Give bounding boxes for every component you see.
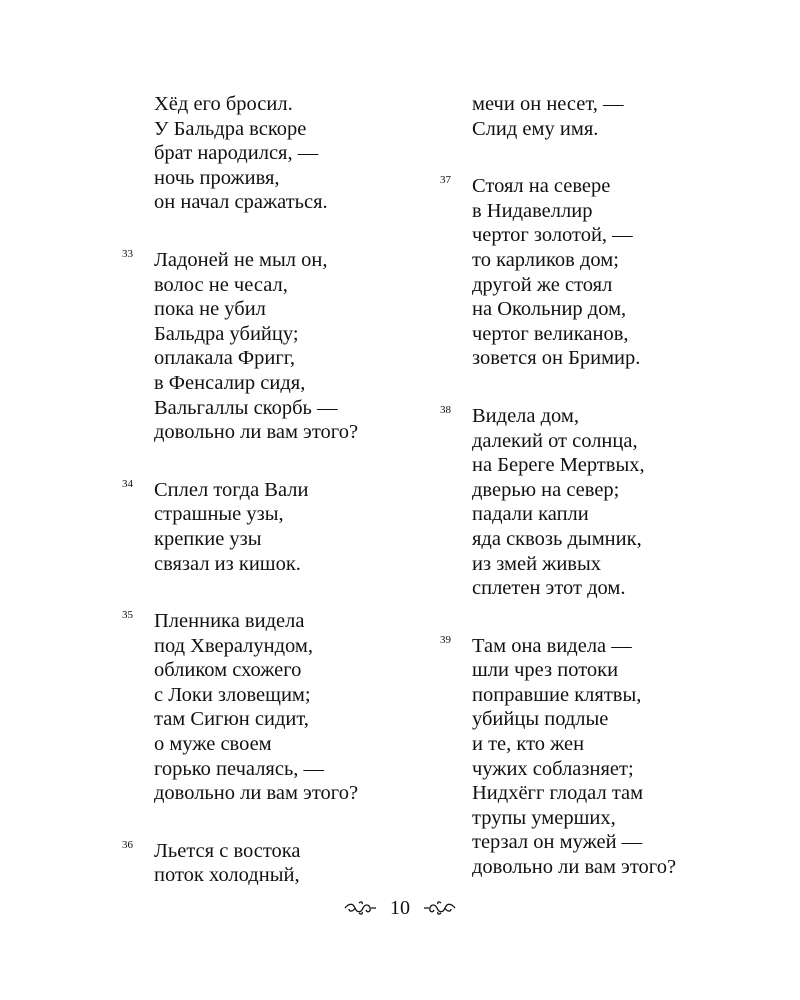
verse-line: волос не чесал,	[154, 273, 288, 296]
verse-line: Стоял на севере	[472, 175, 611, 198]
verse-line: там Сигюн сидит,	[154, 708, 309, 731]
stanza	[122, 92, 412, 215]
left-ornament-icon	[343, 900, 377, 916]
stanza	[122, 248, 412, 445]
verse-line: на Береге Мертвых,	[472, 454, 645, 477]
stanza-lines	[472, 634, 730, 880]
stanza-number: 35	[122, 609, 133, 622]
verse-line: другой же стоял	[472, 273, 613, 296]
stanza-number: 38	[440, 403, 451, 416]
verse-line: довольно ли вам этого?	[154, 782, 359, 805]
verse-line: Бальдра убийцу;	[154, 322, 299, 345]
verse-line: сплетен этот дом.	[472, 577, 626, 600]
verse-line: Там она видела —	[472, 634, 632, 657]
verse-line: У Бальдра вскоре	[154, 117, 307, 140]
stanza-lines	[472, 174, 730, 371]
stanza-lines	[472, 404, 730, 601]
stanza-number: 36	[122, 838, 133, 851]
verse-line: связал из кишок.	[154, 552, 301, 575]
left-column	[122, 92, 412, 921]
verse-line: довольно ли вам этого?	[472, 856, 677, 879]
verse-line: Хёд его бросил.	[154, 93, 293, 115]
verse-line: под Хвералундом,	[154, 634, 314, 657]
verse-line: чертог великанов,	[472, 322, 629, 345]
verse-line: дверью на север;	[472, 478, 620, 501]
verse-line: страшные узы,	[154, 503, 284, 526]
verse-line: на Окольнир дом,	[472, 298, 627, 321]
stanza	[440, 174, 730, 371]
verse-line: чертог золотой, —	[472, 224, 633, 247]
verse-line: Ладоней не мыл он,	[154, 248, 328, 271]
stanza	[440, 404, 730, 601]
verse-line: далекий от солнца,	[472, 429, 638, 452]
right-ornament-icon	[423, 900, 457, 916]
verse-line: чужих соблазняет;	[472, 757, 634, 780]
verse-line: Льется с востока	[154, 839, 301, 862]
verse-line: оплакала Фригг,	[154, 347, 295, 370]
verse-line: убийцы подлые	[472, 708, 609, 731]
verse-line: крепкие узы	[154, 527, 262, 550]
page-number: 10	[390, 897, 410, 920]
stanza-number: 33	[122, 247, 133, 260]
page-footer	[0, 895, 800, 920]
verse-line: Сплел тогда Вали	[154, 478, 309, 501]
verse-line: довольно ли вам этого?	[154, 421, 359, 444]
verse-line: он начал сражаться.	[154, 191, 328, 214]
verse-line: поток холодный,	[154, 864, 300, 887]
verse-line: яда сквозь дымник,	[472, 527, 642, 550]
verse-line: обликом схожего	[154, 659, 302, 682]
verse-line: Слид ему имя.	[472, 117, 599, 140]
verse-line: в Фенсалир сидя,	[154, 371, 306, 394]
verse-line: о муже своем	[154, 733, 272, 756]
verse-line: Вальгаллы скорбь —	[154, 396, 338, 419]
stanza-number: 39	[440, 633, 451, 646]
verse-line: трупы умерших,	[472, 806, 616, 829]
stanza-lines	[154, 478, 412, 576]
verse-line: Нидхёгг глодал там	[472, 782, 644, 805]
verse-line: брат народился, —	[154, 142, 319, 165]
verse-line: падали капли	[472, 503, 589, 526]
stanza-number: 37	[440, 174, 451, 187]
stanza-lines	[154, 609, 412, 806]
stanza-lines	[472, 92, 730, 141]
stanza	[440, 92, 730, 141]
stanza	[122, 478, 412, 576]
stanza	[440, 634, 730, 880]
verse-line: с Локи зловещим;	[154, 683, 311, 706]
verse-line: то карликов дом;	[472, 248, 619, 271]
verse-line: из змей живых	[472, 552, 602, 575]
verse-line: ночь проживя,	[154, 166, 280, 189]
verse-line: горько печалясь, —	[154, 757, 325, 780]
stanza	[122, 609, 412, 806]
verse-line: в Нидавеллир	[472, 199, 593, 222]
right-column	[440, 92, 730, 913]
verse-line: зовется он Бримир.	[472, 347, 641, 370]
verse-line: и те, кто жен	[472, 733, 585, 756]
verse-line: мечи он несет, —	[472, 93, 624, 115]
verse-line: пока не убил	[154, 298, 266, 321]
verse-line: шли чрез потоки	[472, 659, 619, 682]
stanza-lines	[154, 839, 412, 888]
stanza-lines	[154, 92, 412, 215]
stanza-number: 34	[122, 477, 133, 490]
verse-line: терзал он мужей —	[472, 831, 643, 854]
verse-line: Видела дом,	[472, 404, 580, 427]
stanza	[122, 839, 412, 888]
verse-line: поправшие клятвы,	[472, 683, 642, 706]
stanza-lines	[154, 248, 412, 445]
verse-line: Пленника видела	[154, 610, 305, 633]
